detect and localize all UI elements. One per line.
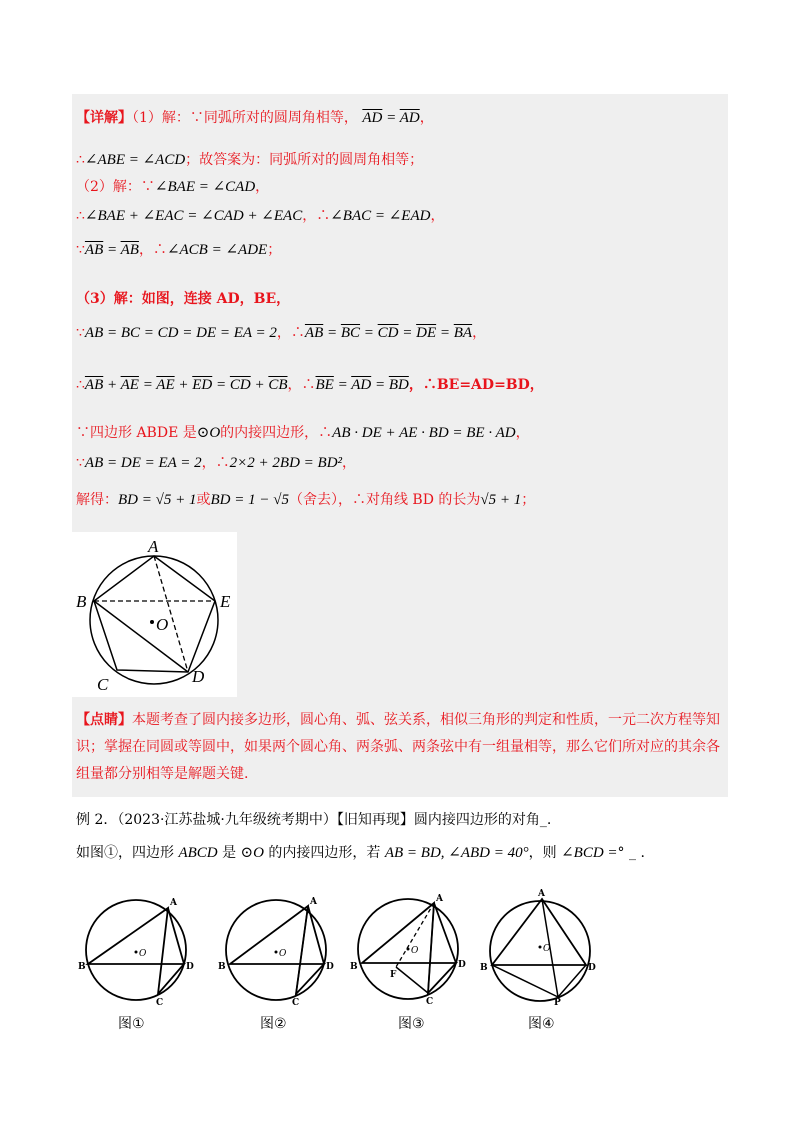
center-point bbox=[135, 951, 138, 954]
solution-line-8 bbox=[76, 375, 544, 395]
circle bbox=[86, 900, 186, 1000]
text: 解得： bbox=[76, 492, 118, 508]
text: ，∴ bbox=[138, 242, 167, 258]
center-point bbox=[407, 948, 410, 951]
dashed-segment bbox=[396, 903, 434, 967]
label-d: D bbox=[326, 962, 334, 972]
solution-line-4 bbox=[76, 206, 444, 226]
math-arc-eq: $\overline{AD} = \overline{AD}$ bbox=[362, 110, 420, 126]
math-expr: ∠BCD = bbox=[561, 845, 618, 861]
label-b: B bbox=[78, 962, 86, 972]
text: ； bbox=[267, 242, 282, 258]
segment bbox=[168, 908, 184, 964]
text: ，则 bbox=[528, 845, 557, 861]
comment-paragraph bbox=[76, 707, 726, 788]
arc: $\overline{BA}$ bbox=[453, 325, 473, 341]
label-o: O bbox=[139, 949, 147, 959]
math-expr: 2×2 + 2BD = BD² bbox=[229, 455, 343, 471]
label-b: B bbox=[480, 963, 488, 973]
arc: $\overline{CD}$ bbox=[229, 377, 251, 393]
figure-3 bbox=[344, 885, 474, 1007]
pentagon-diagram bbox=[72, 532, 237, 697]
arc: $\overline{AD}$ bbox=[351, 377, 372, 393]
text: ∵四边形 ABDE 是 bbox=[76, 425, 197, 441]
label-d: D bbox=[458, 960, 466, 970]
arc: $\overline{AB}$ bbox=[304, 325, 324, 341]
triangle bbox=[492, 899, 586, 965]
quadrilateral bbox=[230, 906, 324, 994]
figure-1 bbox=[74, 888, 204, 1008]
math-expr: AB = DE = EA = 2 bbox=[84, 455, 202, 471]
text: ，∴ bbox=[287, 377, 316, 393]
arc: $\overline{DE}$ bbox=[416, 325, 437, 341]
text: _ . bbox=[629, 845, 645, 861]
circumcircle bbox=[90, 556, 218, 684]
arc: $\overline{CD}$ bbox=[377, 325, 399, 341]
text: ∵ bbox=[76, 242, 85, 258]
arc: $\overline{CB}$ bbox=[268, 377, 288, 393]
text: ，∴ bbox=[302, 208, 331, 224]
text: ， bbox=[419, 110, 434, 126]
solution-line-5 bbox=[76, 240, 281, 260]
figure-3-caption: 图③ bbox=[398, 1016, 425, 1032]
segment bbox=[492, 965, 558, 997]
figure-3-diagram bbox=[344, 885, 474, 1007]
figure-2-diagram bbox=[212, 888, 342, 1008]
solution-line-2 bbox=[76, 150, 423, 170]
label-o: O bbox=[279, 949, 287, 959]
circle bbox=[490, 901, 590, 1001]
math-expr: BD = √5 + 1 bbox=[118, 492, 197, 508]
math-expr: AB = BC = CD = DE = EA = 2 bbox=[84, 325, 277, 341]
figure-1-caption: 图① bbox=[118, 1016, 145, 1032]
text: ；故答案为：同弧所对的圆周角相等； bbox=[185, 152, 424, 168]
text: ， bbox=[515, 425, 530, 441]
arc: $\overline{AB}$ bbox=[84, 242, 104, 258]
figure-4 bbox=[474, 885, 604, 1007]
label-e: E bbox=[220, 592, 231, 611]
segment bbox=[296, 906, 308, 994]
arc: $\overline{AB}$ bbox=[84, 377, 104, 393]
text: ， bbox=[342, 455, 357, 471]
text: ； bbox=[521, 492, 536, 508]
figure-1-diagram bbox=[74, 888, 204, 1008]
segment bbox=[428, 903, 434, 993]
label-b: B bbox=[350, 962, 358, 972]
solution-line-3 bbox=[76, 177, 269, 197]
comment-text: 本题考查了圆内接多边形，圆心角、弧、弦关系，相似三角形的判定和性质，一元二次方程等知识；掌握在同圆或等圆中，如果两个圆心角、两条弧、两条弦中有一组量相等，那么它们所对应的其余各组量都分别相等是解题关键. bbox=[76, 712, 720, 782]
arc-ad-2: $\overline{AD}$ bbox=[399, 110, 420, 126]
segment bbox=[396, 967, 428, 993]
label-c: C bbox=[156, 998, 164, 1008]
math-expr: ⊙O bbox=[240, 845, 264, 861]
math-expr: ⊙O bbox=[196, 425, 221, 441]
arc: $\overline{AB}$ bbox=[120, 242, 139, 258]
label-p: P bbox=[554, 998, 561, 1007]
figure-2 bbox=[212, 888, 342, 1008]
math-expr: BD = 1 − √5 bbox=[210, 492, 289, 508]
math-arc-chain: $\overline{AB} + \overline{AE} = \overline{AE} + \overline{ED} = \overline{CD} + \overline{CB}$ bbox=[84, 377, 288, 393]
text: ， bbox=[472, 325, 487, 341]
text: ∵ bbox=[76, 455, 85, 471]
solution-line-6: （3）解：如图，连接 AD，BE， bbox=[76, 291, 291, 307]
label-f: F bbox=[390, 970, 397, 980]
text: ，∴BE=AD=BD， bbox=[408, 377, 544, 393]
text: ，∴ bbox=[201, 455, 230, 471]
text: ∵ bbox=[76, 325, 85, 341]
figure-4-caption: 图④ bbox=[528, 1016, 555, 1032]
center-point bbox=[539, 946, 542, 949]
arc: $\overline{BD}$ bbox=[388, 377, 409, 393]
segment-bd bbox=[94, 601, 188, 672]
label-d: D bbox=[192, 667, 205, 686]
text: （2）解：∵ bbox=[76, 179, 155, 195]
label-b: B bbox=[76, 592, 87, 611]
label-o: O bbox=[543, 944, 551, 954]
math-arc-chain: $\overline{AB} = \overline{BC} = \overline{CD} = \overline{DE} = \overline{BA}$ bbox=[304, 325, 473, 341]
segment bbox=[558, 965, 586, 997]
detail-tag: 【详解】 bbox=[76, 110, 132, 126]
text: 是 bbox=[222, 845, 237, 861]
math-expr: ∠ABE = ∠ACD bbox=[84, 152, 186, 168]
label-a: A bbox=[170, 898, 177, 908]
text: 如图①，四边形 bbox=[76, 845, 174, 861]
text: 或 bbox=[196, 492, 211, 508]
label-o: O bbox=[156, 615, 169, 634]
math-arc-chain: $\overline{BE} = \overline{AD} = \overline{BD}$ bbox=[315, 377, 409, 393]
segment bbox=[434, 903, 456, 963]
comment-tag: 【点睛】 bbox=[76, 712, 132, 728]
center-point bbox=[275, 951, 278, 954]
text: 的内接四边形，∴ bbox=[220, 425, 333, 441]
example-line-2 bbox=[76, 843, 645, 863]
label-c: C bbox=[292, 998, 300, 1008]
label-a: A bbox=[436, 894, 443, 904]
label-a: A bbox=[538, 889, 545, 899]
arc: $\overline{AE}$ bbox=[120, 377, 139, 393]
figure-4-diagram bbox=[474, 885, 604, 1007]
segment bbox=[308, 906, 324, 964]
text: （舍去），∴对角线 BD 的长为 bbox=[288, 492, 481, 508]
example-line-1: 例 2．（2023·江苏盐城·九年级统考期中）【旧知再现】圆内接四边形的对角_. bbox=[76, 812, 552, 828]
pentagon-figure bbox=[72, 532, 237, 697]
solution-line-11 bbox=[76, 490, 535, 510]
arc: $\overline{AE}$ bbox=[156, 377, 175, 393]
label-d: D bbox=[588, 963, 596, 973]
arc: $\overline{BE}$ bbox=[315, 377, 334, 393]
solution-line-9 bbox=[76, 423, 530, 443]
solution-line-7 bbox=[76, 323, 486, 343]
figure-2-caption: 图② bbox=[260, 1016, 287, 1032]
text: ， bbox=[430, 208, 445, 224]
math-expr: AB · DE + AE · BD = BE · AD bbox=[332, 425, 516, 441]
solution-line-1 bbox=[76, 108, 434, 128]
math-expr: ∠BAE = ∠CAD bbox=[154, 179, 256, 195]
arc: $\overline{ED}$ bbox=[192, 377, 213, 393]
text: ∴ bbox=[76, 208, 85, 224]
math-arc-eq: $\overline{AB} = \overline{AB}$ bbox=[84, 242, 139, 258]
text: ∴ bbox=[76, 377, 85, 393]
math-expr: ∠BAE + ∠EAC = ∠CAD + ∠EAC bbox=[84, 208, 303, 224]
center-point bbox=[150, 620, 154, 624]
label-b: B bbox=[218, 962, 226, 972]
math-expr: ∠BAC = ∠EAD bbox=[330, 208, 431, 224]
text: ° bbox=[617, 845, 625, 861]
math-expr: AB = BD, ∠ABD = 40° bbox=[384, 845, 529, 861]
label-c: C bbox=[97, 675, 109, 694]
label-o: O bbox=[411, 946, 419, 956]
arc-ad: $\overline{AD}$ bbox=[362, 110, 383, 126]
text: ∴ bbox=[76, 152, 85, 168]
text: ，∴ bbox=[276, 325, 305, 341]
math-expr: ∠ACB = ∠ADE bbox=[166, 242, 268, 258]
label-a: A bbox=[148, 537, 159, 556]
solution-line-10 bbox=[76, 453, 356, 473]
arc: $\overline{BC}$ bbox=[340, 325, 361, 341]
text: 的内接四边形，若 bbox=[268, 845, 381, 861]
math-expr: ABCD bbox=[178, 845, 218, 861]
math-expr: √5 + 1 bbox=[480, 492, 522, 508]
label-c: C bbox=[426, 997, 434, 1007]
label-a: A bbox=[310, 897, 317, 907]
segment-ad bbox=[154, 556, 188, 672]
label-d: D bbox=[186, 962, 194, 972]
text: （1）解：∵同弧所对的圆周角相等， bbox=[132, 110, 358, 126]
text: ， bbox=[255, 179, 270, 195]
